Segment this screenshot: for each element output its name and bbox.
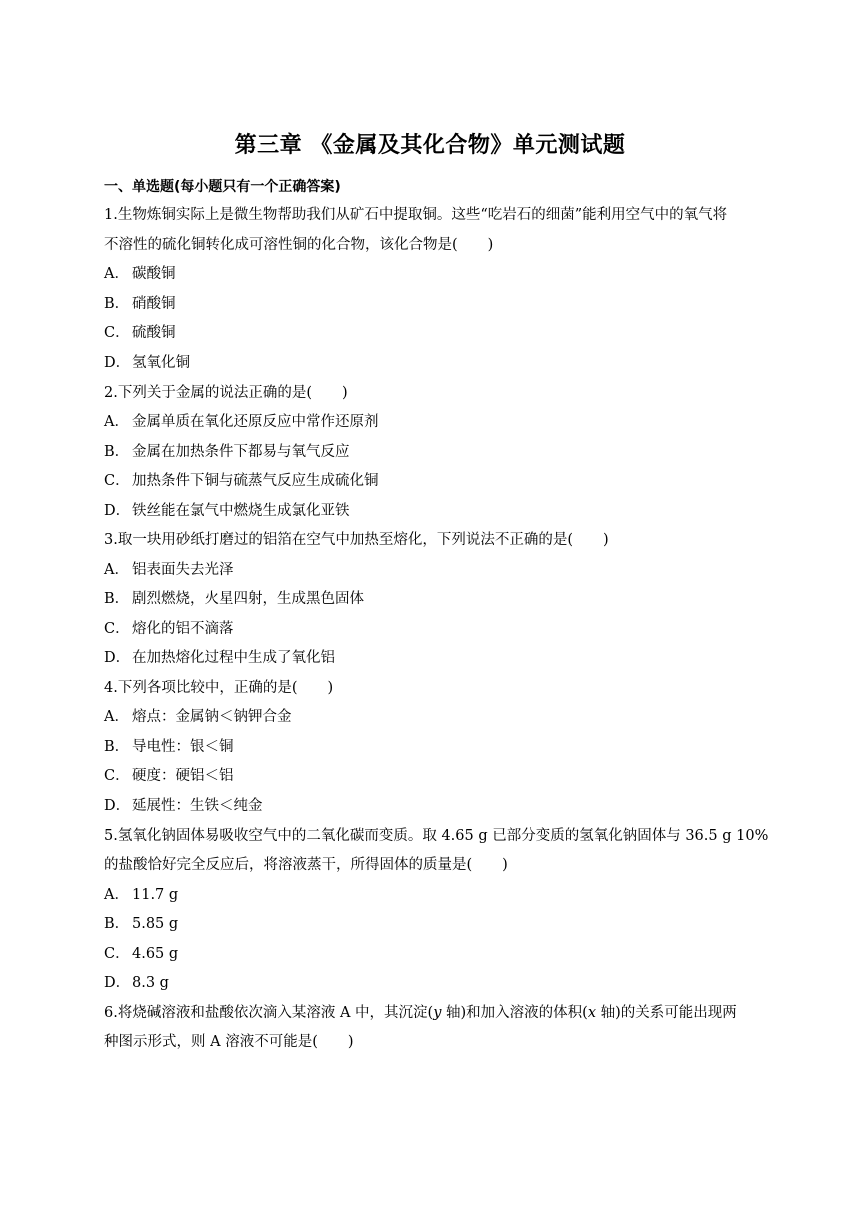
- question-3-stem: 3.取一块用砂纸打磨过的铝箔在空气中加热至熔化，下列说法不正确的是( ): [104, 532, 609, 548]
- question-4-option-a: A． 熔点：金属钠＜钠钾合金: [104, 709, 292, 725]
- question-3-option-c: C． 熔化的铝不滴落: [104, 621, 234, 637]
- page-title: 第三章 《金属及其化合物》单元测试题: [234, 133, 626, 158]
- question-3-option-b: B． 剧烈燃烧，火星四射，生成黑色固体: [104, 591, 364, 607]
- question-2-option-a: A． 金属单质在氧化还原反应中常作还原剂: [104, 414, 379, 430]
- question-1-line-2: 不溶性的硫化铜转化成可溶性铜的化合物，该化合物是( ): [104, 237, 494, 253]
- question-1-line-1: 1.生物炼铜实际上是微生物帮助我们从矿石中提取铜。这些“吃岩石的细菌”能利用空气中的氧气将: [104, 207, 728, 223]
- question-4-option-d: D． 延展性：生铁＜纯金: [104, 798, 263, 814]
- question-2-option-c: C． 加热条件下铜与硫蒸气反应生成硫化铜: [104, 473, 379, 489]
- question-5-option-a: A． 11.7 g: [104, 887, 179, 903]
- question-3-option-d: D． 在加热熔化过程中生成了氧化铝: [104, 650, 335, 666]
- question-4-option-c: C． 硬度：硬铝＜铝: [104, 768, 234, 784]
- question-2-option-d: D． 铁丝能在氯气中燃烧生成氯化亚铁: [104, 503, 350, 519]
- question-1-option-b: B． 硝酸铜: [104, 296, 176, 312]
- question-1-option-a: A． 碳酸铜: [104, 266, 176, 282]
- section-heading: 一、单选题(每小题只有一个正确答案): [104, 179, 341, 195]
- question-2-option-b: B． 金属在加热条件下都易与氧气反应: [104, 444, 350, 460]
- question-5-option-d: D． 8.3 g: [104, 975, 169, 991]
- question-3-option-a: A． 铝表面失去光泽: [104, 562, 234, 578]
- question-4-stem: 4.下列各项比较中，正确的是( ): [104, 680, 334, 696]
- question-2-stem: 2.下列关于金属的说法正确的是( ): [104, 385, 348, 401]
- question-5-line-1: 5.氢氧化钠固体易吸收空气中的二氧化碳而变质。取 4.65 g 已部分变质的氢氧化钠固体与 36.5 g 10%: [104, 828, 769, 844]
- question-6-line-1: 6.将烧碱溶液和盐酸依次滴入某溶液 A 中，其沉淀(y 轴)和加入溶液的体积(x 轴)的关系可能出现两: [104, 1005, 737, 1021]
- question-5-option-c: C． 4.65 g: [104, 946, 179, 962]
- question-5-line-2: 的盐酸恰好完全反应后，将溶液蒸干，所得固体的质量是( ): [104, 857, 508, 873]
- question-6-line-2: 种图示形式，则 A 溶液不可能是( ): [104, 1034, 354, 1050]
- question-1-option-c: C． 硫酸铜: [104, 325, 176, 341]
- question-4-option-b: B． 导电性：银＜铜: [104, 739, 234, 755]
- question-1-option-d: D． 氢氧化铜: [104, 355, 190, 371]
- question-5-option-b: B． 5.85 g: [104, 916, 179, 932]
